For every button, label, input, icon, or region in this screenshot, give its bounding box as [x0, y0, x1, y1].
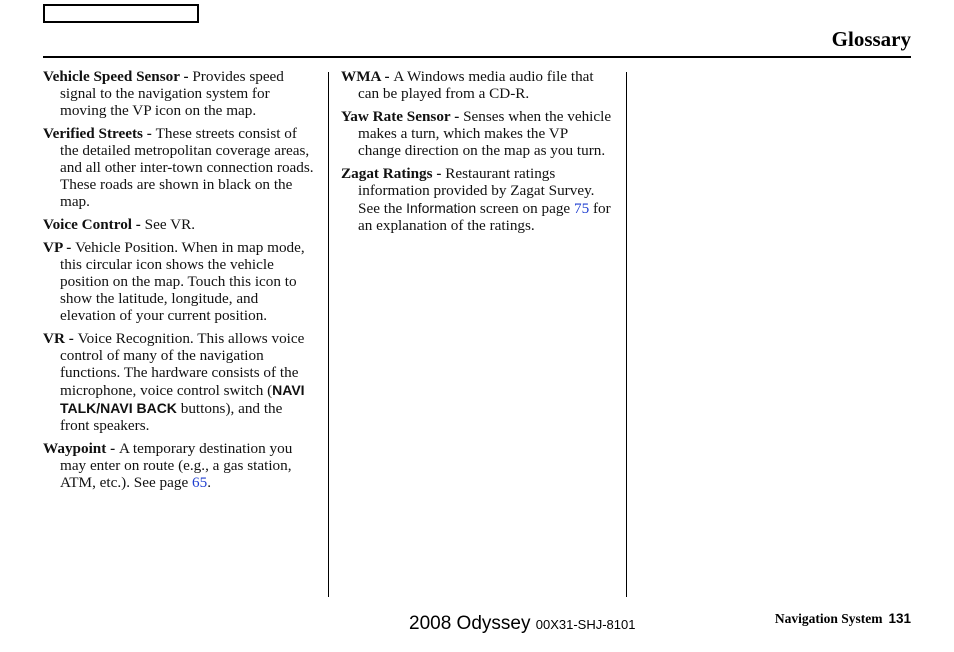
entry-definition: Provides speed signal to the navigation system for moving the VP icon on the map. — [60, 68, 284, 119]
entry-definition: Voice Recognition. This allows voice control of many of the navigation functions. The hardware consists of the microphone, voice control switch ( — [60, 330, 305, 399]
glossary-column-2 — [341, 69, 613, 241]
entry-term: WMA - — [341, 68, 394, 85]
entry-definition: A Windows media audio file that can be played from a CD-R. — [358, 68, 594, 102]
entry-term: Waypoint - — [43, 440, 119, 458]
entry-definition: Restaurant ratings information provided by Zagat Survey. See the — [358, 165, 595, 218]
glossary-entry-verified-streets — [43, 126, 315, 211]
entry-term: Vehicle Speed Sensor - — [43, 68, 193, 85]
glossary-column-1 — [43, 69, 315, 498]
column-divider-1 — [328, 72, 329, 597]
entry-definition: A temporary destination you may enter on route (e.g., a gas station, ATM, etc.). See page — [60, 440, 293, 491]
entry-definition-end: for an explanation of the ratings. — [358, 200, 611, 235]
navi-talk-back-buttons-label: NAVI TALK/NAVI BACK — [60, 381, 305, 416]
entry-definition: These streets consist of the detailed metropolitan coverage areas, and all other inter-town connection roads. These roads are shown in black on the map. — [60, 125, 314, 210]
model-code: 00X31-SHJ-8101 — [535, 617, 636, 632]
glossary-entry-wma — [341, 69, 613, 103]
model-name: 2008 Odyssey — [409, 613, 531, 634]
entry-term: Voice Control - — [43, 216, 145, 234]
glossary-entry-vp — [43, 240, 315, 325]
entry-definition-mid: screen on page — [476, 200, 574, 218]
footer-page-info — [775, 611, 911, 627]
entry-term: Yaw Rate Sensor - — [341, 108, 464, 126]
entry-definition: Vehicle Position. When in map mode, this circular icon shows the vehicle position on the map. Touch this icon to show the latitude, longitude, and elevation of your current position. — [60, 239, 305, 324]
entry-term: VR - — [43, 330, 78, 348]
glossary-entry-yaw-rate-sensor — [341, 109, 613, 160]
entry-term: VP - — [43, 239, 76, 257]
column-divider-2 — [626, 72, 627, 597]
information-screen-label: Information — [406, 200, 477, 217]
entry-definition-end: buttons), and the front speakers. — [60, 399, 283, 434]
entry-definition-end: . — [207, 473, 211, 491]
glossary-entry-vehicle-speed-sensor — [43, 69, 315, 120]
glossary-entry-waypoint — [43, 441, 315, 492]
page-link-65[interactable]: 65 — [192, 473, 208, 491]
entry-definition: Senses when the vehicle makes a turn, which makes the VP change direction on the map as you turn. — [358, 108, 612, 160]
entry-definition: See VR. — [144, 216, 196, 234]
glossary-entry-vr — [43, 331, 315, 434]
glossary-entry-voice-control — [43, 217, 315, 234]
header-box — [43, 4, 199, 23]
footer-model — [409, 613, 635, 635]
header-rule — [43, 56, 911, 58]
entry-term: Zagat Ratings - — [341, 165, 446, 183]
section-name: Navigation System — [774, 611, 883, 626]
page-number: 131 — [888, 611, 911, 626]
page-link-75[interactable]: 75 — [573, 200, 590, 218]
page-title: Glossary — [831, 27, 911, 51]
glossary-entry-zagat-ratings — [341, 166, 613, 235]
entry-term: Verified Streets - — [43, 125, 156, 143]
